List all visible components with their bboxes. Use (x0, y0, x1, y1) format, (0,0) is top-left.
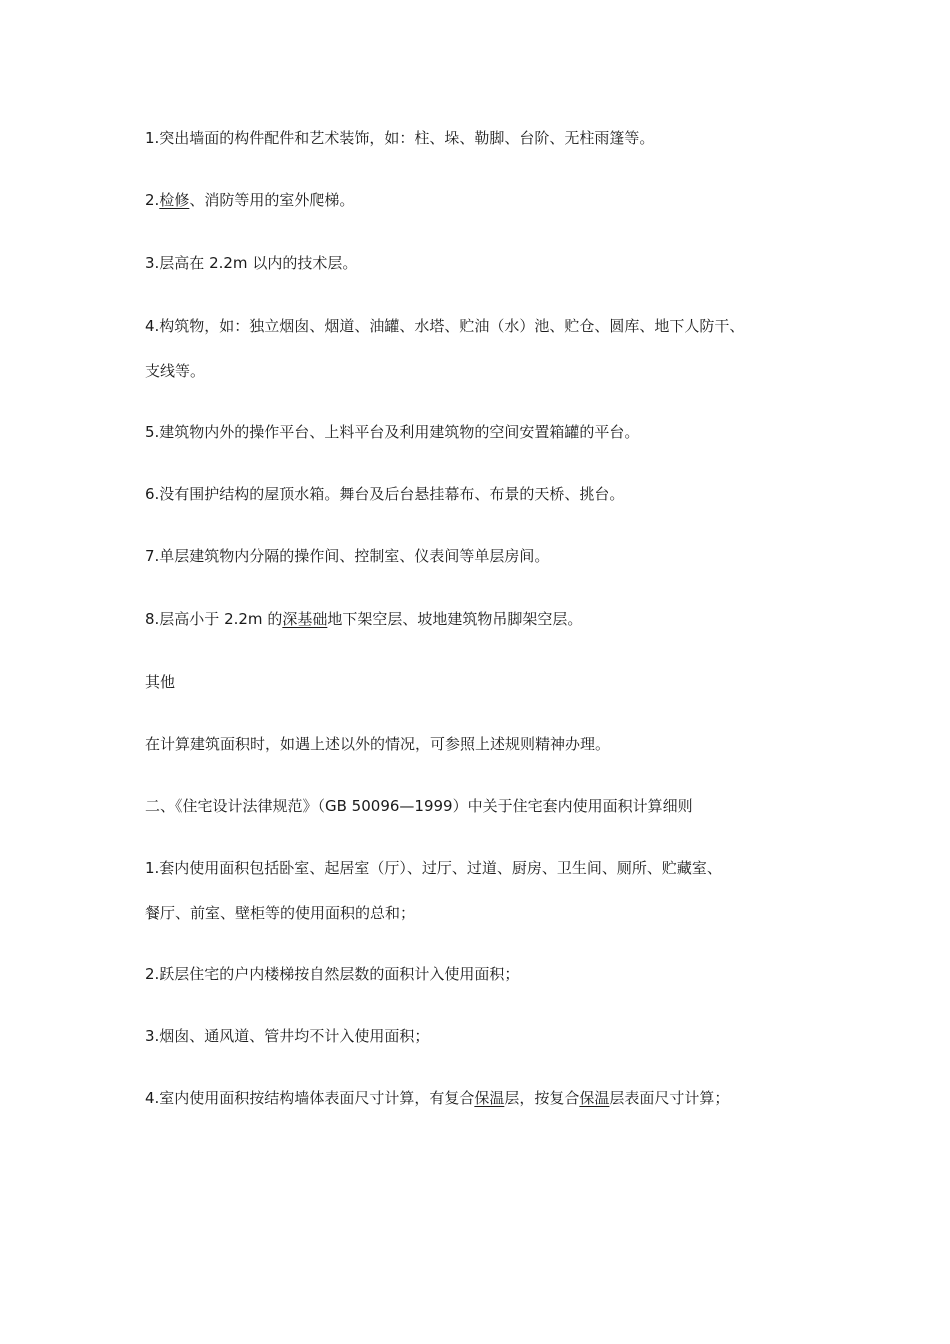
paragraph-item-2 (145, 189, 845, 211)
paragraph-item-7 (145, 545, 845, 567)
text: 2. (145, 191, 160, 209)
link-baowen-2[interactable]: 保温 (579, 1089, 610, 1107)
text: 层，按复合 (504, 1089, 580, 1107)
text: 4.构筑物，如：独立烟囱、烟道、油罐、水塔、贮油（水）池、贮仓、圆库、地下人防干、 (145, 317, 745, 335)
rule-item-1-continued (145, 902, 845, 924)
paragraph-item-4-continued (145, 360, 845, 382)
paragraph-other (145, 733, 845, 755)
text: 其他 (145, 673, 176, 691)
paragraph-item-5 (145, 421, 845, 443)
link-baowen-1[interactable]: 保温 (474, 1089, 505, 1107)
paragraph-item-6 (145, 483, 845, 505)
text: 7.单层建筑物内分隔的操作间、控制室、仪表间等单层房间。 (145, 547, 550, 565)
text: 1.突出墙面的构件配件和艺术装饰，如：柱、垛、勒脚、台阶、无柱雨篷等。 (145, 129, 655, 147)
paragraph-item-3 (145, 252, 845, 274)
text: 6.没有围护结构的屋顶水箱。舞台及后台悬挂幕布、布景的天桥、挑台。 (145, 485, 625, 503)
section-heading-other (145, 671, 845, 693)
paragraph-item-1 (145, 127, 845, 149)
text: 二、《住宅设计法律规范》（GB 50096—1999）中关于住宅套内使用面积计算细则 (145, 797, 693, 815)
text: 1.套内使用面积包括卧室、起居室（厅）、过厅、过道、厨房、卫生间、厕所、贮藏室、 (145, 859, 722, 877)
rule-item-1 (145, 857, 845, 879)
rule-item-2 (145, 963, 845, 985)
text: 5.建筑物内外的操作平台、上料平台及利用建筑物的空间安置箱罐的平台。 (145, 423, 640, 441)
text: 4.室内使用面积按结构墙体表面尺寸计算，有复合 (145, 1089, 475, 1107)
text: 2.跃层住宅的户内楼梯按自然层数的面积计入使用面积； (145, 965, 520, 983)
text: 、消防等用的室外爬梯。 (189, 191, 355, 209)
text: 地下架空层、坡地建筑物吊脚架空层。 (327, 610, 583, 628)
text: 3.层高在 2.2m 以内的技术层。 (145, 254, 358, 272)
text: 8.层高小于 2.2m 的 (145, 610, 283, 628)
text: 支线等。 (145, 362, 206, 380)
rule-item-4 (145, 1087, 845, 1109)
text: 层表面尺寸计算； (609, 1089, 730, 1107)
link-shenjichu[interactable]: 深基础 (282, 610, 328, 628)
rule-item-3 (145, 1025, 845, 1047)
paragraph-item-8 (145, 608, 845, 630)
text: 3.烟囱、通风道、管井均不计入使用面积； (145, 1027, 430, 1045)
section-heading-two (145, 795, 845, 817)
text: 餐厅、前室、壁柜等的使用面积的总和； (145, 904, 416, 922)
text: 在计算建筑面积时，如遇上述以外的情况，可参照上述规则精神办理。 (145, 735, 611, 753)
paragraph-item-4 (145, 315, 845, 337)
link-jianxiu[interactable]: 检修 (159, 191, 190, 209)
